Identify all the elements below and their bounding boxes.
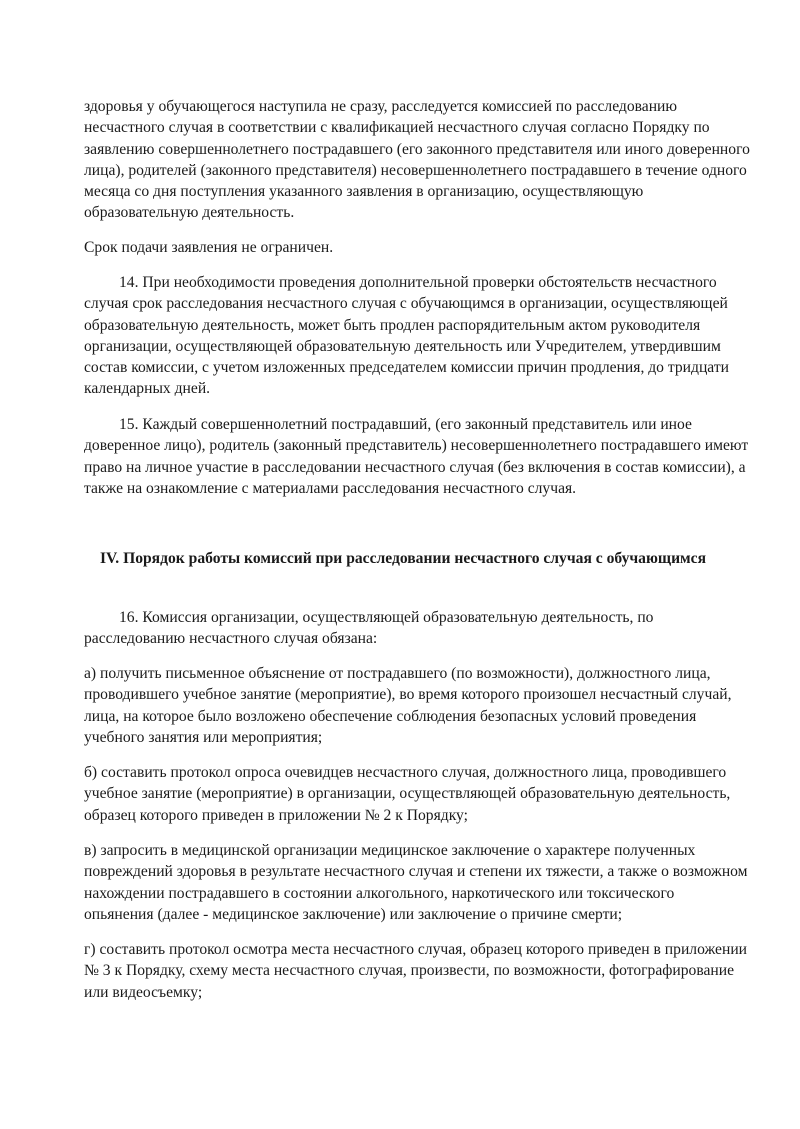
paragraph-15	[84, 414, 784, 499]
paragraph-v	[84, 840, 784, 925]
text-line: 15. Каждый совершеннолетний пострадавший, (его законный представитель или иное	[119, 416, 692, 433]
text-line: № 3 к Порядку, схему места несчастного случая, произвести, по возможности, фотографирование	[84, 962, 735, 980]
text-line: опьянения (далее - медицинское заключение) или заключение о причине смерти;	[84, 905, 623, 923]
text-line: месяца со дня поступления указанного заявления в организацию, осуществляющую	[84, 183, 644, 201]
text-line: учебное занятие (мероприятие) в организации, осуществляющей образовательную деятельность,	[84, 785, 731, 803]
text-line: также на ознакомление с материалами расследования несчастного случая.	[84, 479, 577, 497]
text-line: лица), родителей (законного представителя) несовершеннолетнего пострадавшего в течение одного	[84, 161, 747, 179]
text-line: нахождении пострадавшего в состоянии алкогольного, наркотического или токсического	[84, 884, 675, 902]
text-line: случая срок расследования несчастного случая с обучающимся в организации, осуществляющей	[84, 295, 728, 313]
text-line: лица, на которое было возложено обеспечение соблюдения безопасных условий проведения	[84, 707, 697, 725]
text-line: календарных дней.	[84, 380, 211, 398]
text-line: в) запросить в медицинской организации медицинское заключение о характере полученных	[84, 842, 696, 859]
text-line: г) составить протокол осмотра места несчастного случая, образец которого приведен в приложении	[84, 941, 748, 958]
paragraph-14	[84, 272, 784, 400]
text-line: доверенное лицо), родитель (законный представитель) несовершеннолетнего пострадавшего имеют	[84, 437, 749, 455]
text-line: 14. При необходимости проведения дополнительной проверки обстоятельств несчастного	[119, 274, 717, 291]
text-line: 16. Комиссия организации, осуществляющей образовательную деятельность, по	[119, 609, 654, 626]
text-line: расследованию несчастного случая обязана:	[84, 630, 378, 648]
text-line: несчастного случая в соответствии с квалификацией несчастного случая согласно Порядку по	[84, 119, 710, 137]
text-line: состав комиссии, с учетом изложенных председателем комиссии причин продления, до тридцати	[84, 359, 729, 377]
text-line: учебного занятия или мероприятия;	[84, 728, 323, 746]
paragraph-continuation	[84, 96, 784, 224]
paragraph-a	[84, 663, 784, 748]
text-line: здоровья у обучающегося наступила не сразу, расследуется комиссией по расследованию	[84, 98, 678, 115]
paragraph-term	[84, 237, 784, 258]
paragraph-16	[84, 607, 784, 650]
text-line: образец которого приведен в приложении № 2 к Порядку;	[84, 806, 468, 824]
text-line: заявлению совершеннолетнего пострадавшего (его законного представителя или иного доверенного	[84, 140, 750, 158]
paragraph-g	[84, 939, 784, 1003]
text-line: образовательную деятельность, может быть продлен распорядительным актом руководителя	[84, 316, 701, 334]
text-line: проводившего учебное занятие (мероприятие), во время которого произошел несчастный случай,	[84, 686, 732, 704]
text-line: или видеосъемку;	[84, 983, 203, 1001]
text-line: образовательную деятельность.	[84, 204, 295, 222]
text-line: право на личное участие в расследовании несчастного случая (без включения в состав комиссии), а	[84, 458, 746, 476]
paragraph-b	[84, 762, 784, 826]
text-line: Срок подачи заявления не ограничен.	[84, 239, 334, 256]
section-heading: IV. Порядок работы комиссий при расследовании несчастного случая с обучающимся	[99, 550, 707, 567]
text-line: организации, осуществляющей образовательную деятельность или Учредителем, утвердившим	[84, 337, 721, 355]
text-line: б) составить протокол опроса очевидцев несчастного случая, должностного лица, проводившего	[84, 764, 727, 781]
text-line: повреждений здоровья в результате несчастного случая и степени их тяжести, а также о возможном	[84, 863, 748, 881]
text-line: а) получить письменное объяснение от пострадавшего (по возможности), должностного лица,	[84, 665, 711, 682]
